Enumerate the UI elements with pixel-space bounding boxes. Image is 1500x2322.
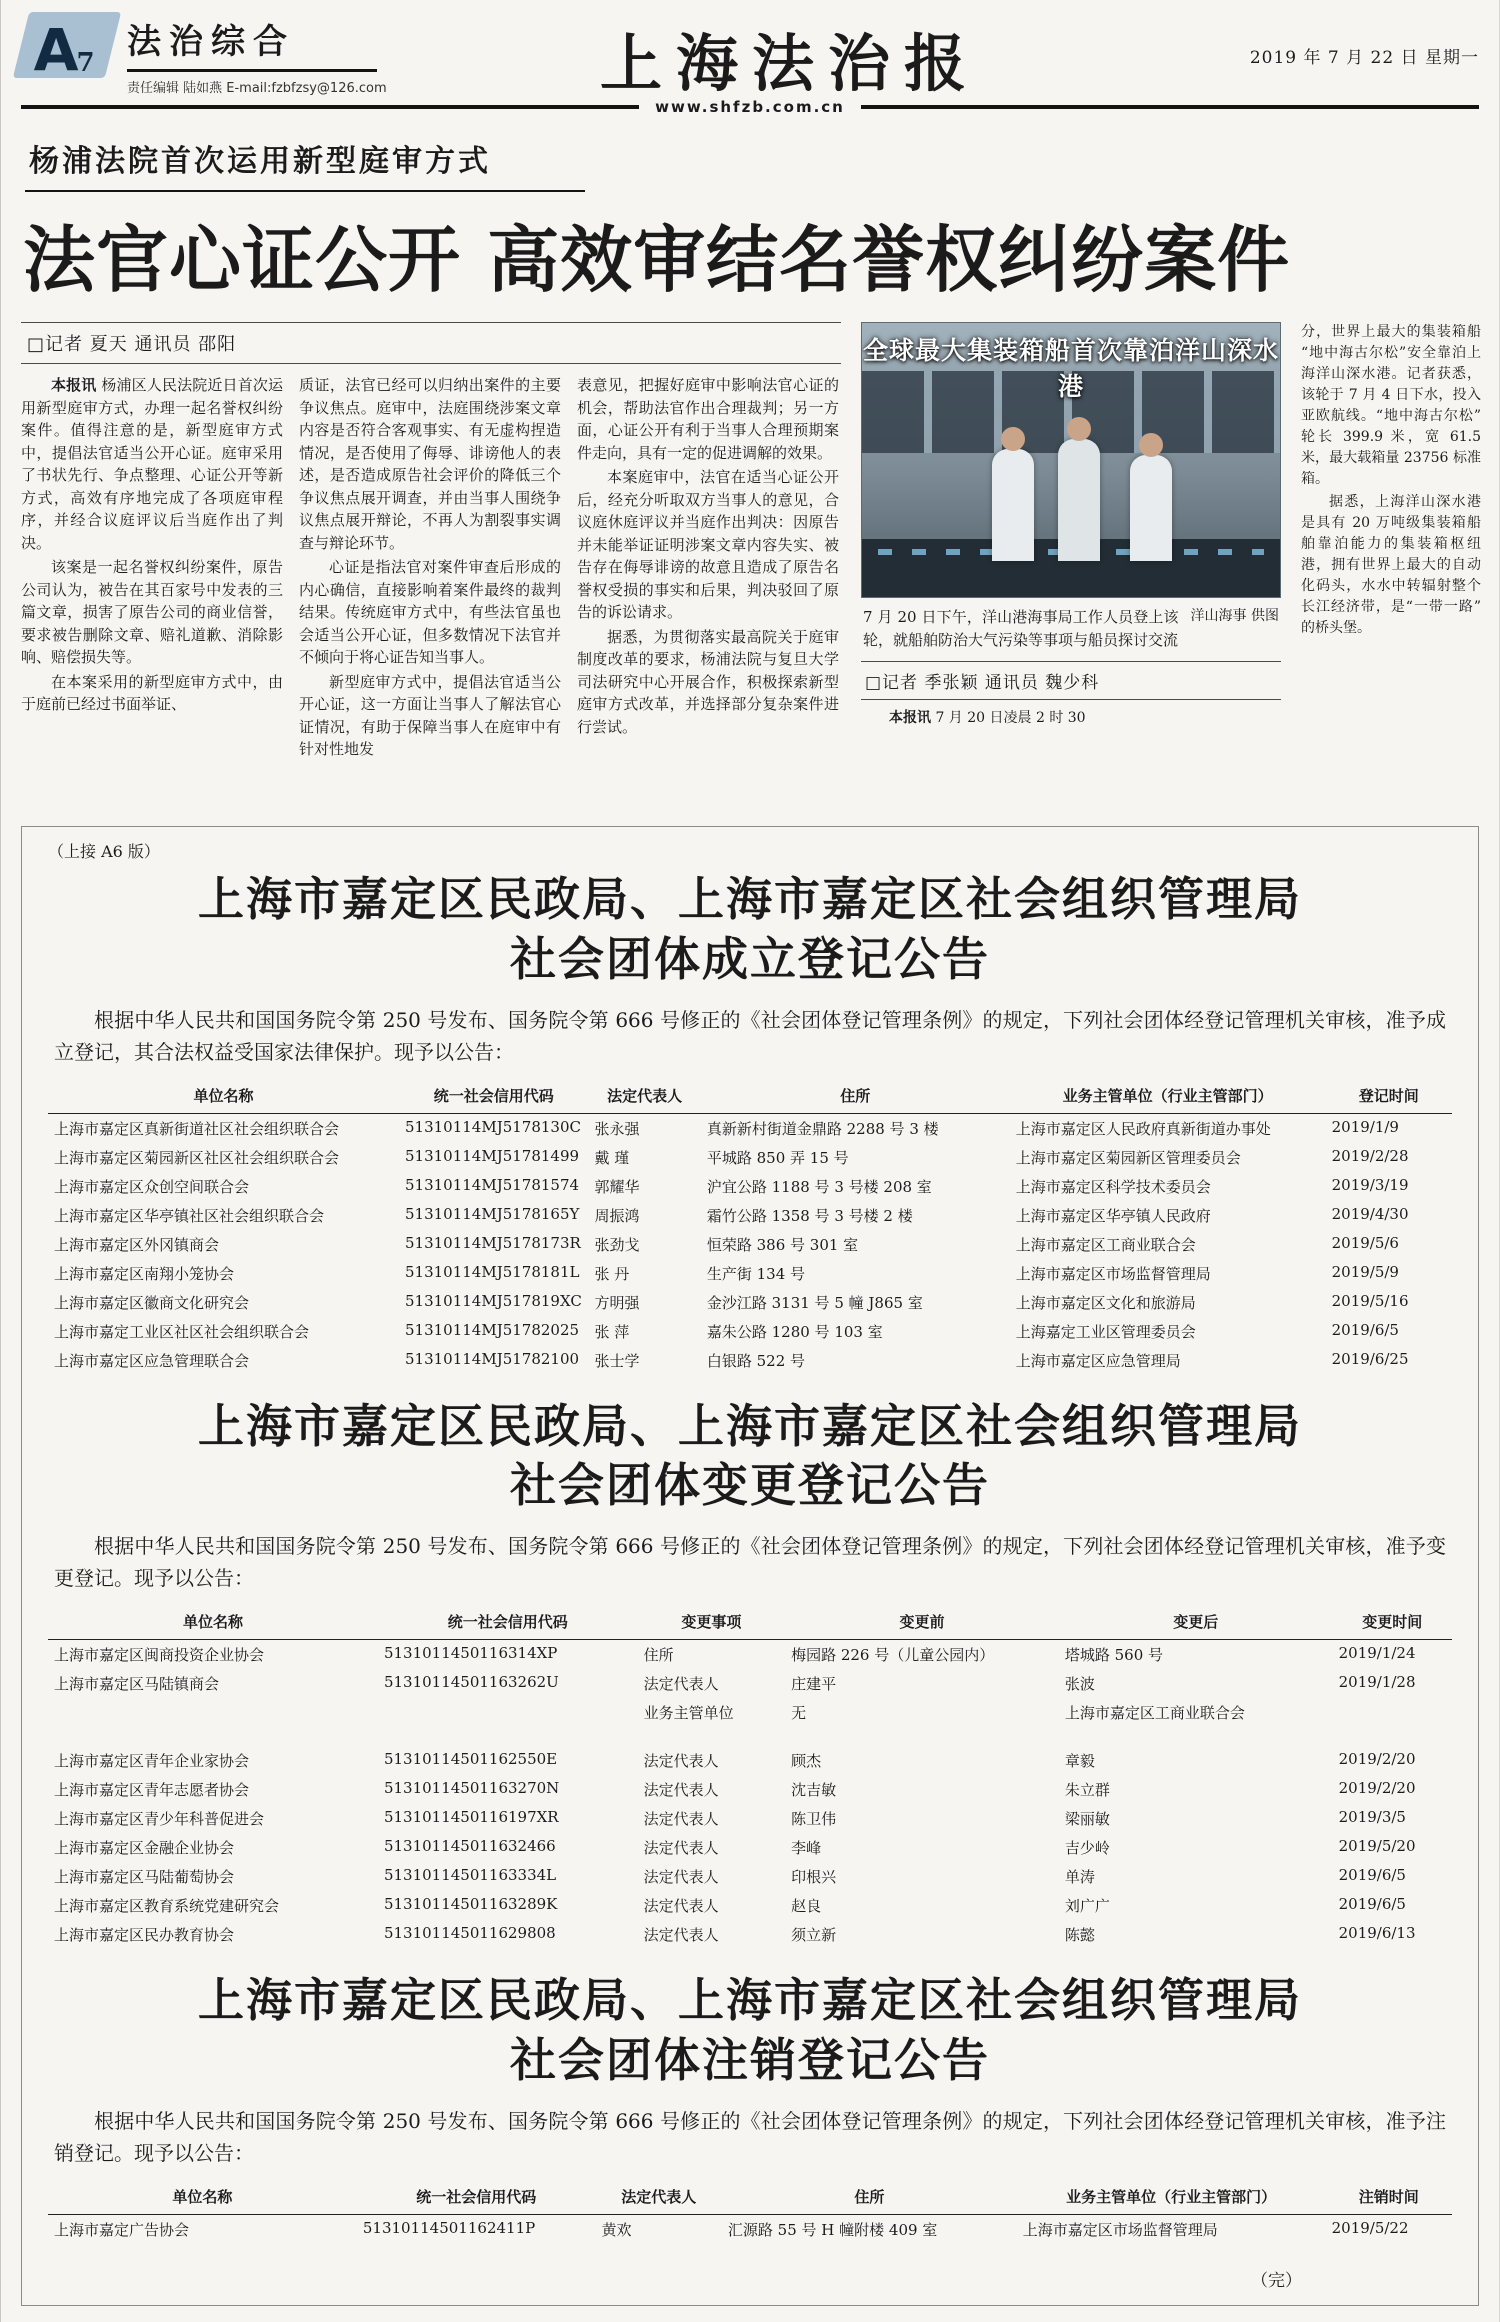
person-figure [1130, 455, 1172, 561]
table-row [48, 1920, 1452, 1949]
announcement-1-intro: 根据中华人民共和国国务院令第 250 号发布、国务院令第 666 号修正的《社会团体登记管理条例》的规定，下列社会团体经登记管理机关审核，准予成立登记，其合法权益受国家法律保护。现予以公告： [54, 1007, 1446, 1064]
table-cell: 单涛 [1064, 1868, 1095, 1887]
table-cell: 2019/2/20 [1338, 1750, 1416, 1769]
announcement-3-title [48, 1971, 1452, 2091]
table-cell: 沪宜公路 1188 号 3 号楼 208 室 [706, 1177, 932, 1196]
table-cell: 2019/5/20 [1338, 1837, 1416, 1856]
text-column-3 [577, 374, 839, 806]
table-cell: 上海市嘉定区工商业联合会 [1064, 1704, 1245, 1723]
header-row [48, 1606, 1452, 1640]
title-line-2: 社会团体注销登记公告 [510, 2032, 990, 2087]
news-photo [861, 322, 1281, 598]
table-cell: 上海市嘉定区应急管理局 [1015, 1351, 1181, 1370]
table-cell: 上海市嘉定区菊园新区社区社会组织联合会 [54, 1148, 340, 1167]
table-cell [638, 1727, 785, 1746]
table-cell: 51310114MJ51781574 [405, 1175, 580, 1194]
header-rule [21, 98, 1479, 116]
table-cell: 上海市嘉定区马陆葡萄协会 [54, 1868, 235, 1887]
table-cell: 平城路 850 弄 15 号 [706, 1148, 849, 1167]
date-line: 2019 年 7 月 22 日 星期一 [1249, 48, 1479, 68]
table-cell: 2019/6/25 [1331, 1349, 1409, 1368]
table-cell: 庄建平 [791, 1675, 837, 1694]
end-mark: （完） [1251, 2270, 1302, 2291]
page-marker-number: 7 [76, 48, 95, 78]
table-cell: 5131011450116314XP [383, 1644, 558, 1663]
table-cell: 上海市嘉定区市场监督管理局 [1015, 1264, 1211, 1283]
paragraph: 该案是一起名誉权纠纷案件，原告公司认为，被告在其百家号中发表的三篇文章，损害了原告公司的商业信誉，要求被告删除文章、赔礼道歉、消除影响、赔偿损失等。 [21, 558, 283, 666]
page-marker-letter: A [33, 15, 79, 84]
table-cell: 51310114MJ51782100 [405, 1349, 580, 1368]
table-row [48, 1288, 1452, 1317]
table-cell: 2019/5/6 [1331, 1233, 1399, 1252]
table-cell: 2019/4/30 [1331, 1204, 1409, 1223]
column-3-paragraphs [577, 466, 839, 738]
table-cell: 霜竹公路 1358 号 3 号楼 2 楼 [706, 1206, 913, 1225]
table-row [48, 2214, 1452, 2244]
column-header: 登记时间 [1358, 1086, 1419, 1105]
table-cell: 51310114501163270N [383, 1779, 560, 1798]
table-row [48, 1113, 1452, 1143]
table-cell: 塔城路 560 号 [1064, 1646, 1164, 1665]
table-cell: 上海市嘉定区民办教育协会 [54, 1926, 235, 1945]
table-cell: 须立新 [791, 1926, 837, 1945]
table-row [48, 1259, 1452, 1288]
column-header: 业务主管单位（行业主管部门） [1066, 2187, 1277, 2206]
continuation-paragraph: 表意见，把握好庭审中影响法官心证的机会，帮助法官作出合理裁判；另一方面，心证公开有利于当事人合理预期案件走向，具有一定的促进调解的效果。 [577, 376, 839, 462]
table-cell: 513101145011632466 [383, 1837, 556, 1856]
table-cell [1333, 1727, 1452, 1746]
column-header: 统一社会信用代码 [447, 1613, 568, 1632]
table-cell: 梅园路 226 号（儿童公园内） [791, 1646, 995, 1665]
table-cell: 章毅 [1064, 1752, 1095, 1771]
table-cell: 上海市嘉定区闽商投资企业协会 [54, 1646, 265, 1665]
table-cell: 赵良 [791, 1897, 822, 1916]
table-cell: 上海市嘉定区华亭镇人民政府 [1015, 1206, 1211, 1225]
table-cell: 戴 瑾 [594, 1148, 630, 1167]
table-cell: 上海市嘉定广告协会 [54, 2220, 190, 2239]
table-row [48, 1669, 1452, 1698]
table-cell: 2019/6/5 [1338, 1866, 1406, 1885]
table-cell: 上海市嘉定区科学技术委员会 [1015, 1177, 1211, 1196]
table-cell: 5131011450116197XR [383, 1808, 559, 1827]
paragraph: 据悉，为贯彻落实最高院关于庭审制度改革的要求，杨浦法院与复旦大学司法研究中心开展合作，积极探索新型庭审方式改革，并选择部分复杂案件进行尝试。 [577, 627, 839, 736]
establishment-registration-table [48, 1080, 1452, 1375]
announcement-1-title [48, 870, 1452, 990]
table-cell: 金沙江路 3131 号 5 幢 J865 室 [706, 1293, 923, 1312]
table-cell: 李峰 [791, 1839, 822, 1858]
table-cell: 恒荣路 386 号 301 室 [706, 1235, 859, 1254]
paragraph: 据悉，上海洋山深水港是具有 20 万吨级集装箱船舶靠泊能力的集装箱枢纽港，拥有世界上最大的自动化码头，水水中转辐射整个长江经济带，是“一带一路”的桥头堡。 [1301, 494, 1481, 636]
section-name: 法治综合 [127, 22, 295, 62]
continued-from-note: （上接 A6 版） [48, 842, 160, 861]
table-cell: 法定代表人 [643, 1810, 719, 1829]
announcements-box [21, 826, 1479, 2306]
table-cell: 陈懿 [1064, 1926, 1095, 1945]
table-cell: 法定代表人 [643, 1926, 719, 1945]
table-cell: 上海市嘉定区人民政府真新街道办事处 [1015, 1119, 1271, 1138]
article-body [21, 322, 1479, 806]
header-row [48, 1080, 1452, 1114]
table-cell: 法定代表人 [643, 1675, 719, 1694]
table-cell: 周振鸿 [594, 1206, 640, 1225]
title-line-2: 社会团体变更登记公告 [510, 1458, 990, 1513]
table-cell: 上海市嘉定区真新街道社区社会组织联合会 [54, 1119, 340, 1138]
title-line-1: 上海市嘉定区民政局、上海市嘉定区社会组织管理局 [198, 872, 1302, 926]
table-cell: 法定代表人 [643, 1897, 719, 1916]
lead-text: 7 月 20 日凌晨 2 时 30 [931, 710, 1086, 726]
table-cell: 上海嘉定工业区管理委员会 [1015, 1322, 1196, 1341]
person-figure [992, 449, 1034, 561]
column-header: 单位名称 [182, 1613, 243, 1632]
column-1-paragraphs [21, 556, 283, 716]
table-head [48, 2181, 1452, 2215]
table-row [48, 1775, 1452, 1804]
table-row [48, 1833, 1452, 1862]
section-rule [127, 69, 377, 72]
table-cell [785, 1727, 1059, 1746]
table-row [48, 1640, 1452, 1670]
announcement-2-title [48, 1397, 1452, 1517]
masthead-block [421, 26, 1159, 100]
table-cell: 梁丽敏 [1064, 1810, 1110, 1829]
table-cell: 2019/5/9 [1331, 1262, 1399, 1281]
table-cell [378, 1698, 638, 1727]
paragraph: 本案庭审中，法官在适当心证公开后，经充分听取双方当事人的意见，合议庭休庭评议并当庭作出判决：因原告并未能举证证明涉案文章内容失实、被告存在侮辱诽谤的故意且造成了原告名誉权受损的事实和后果，判决驳回了原告的诉讼请求。 [577, 468, 839, 621]
column-header: 单位名称 [172, 2187, 233, 2206]
table-cell: 法定代表人 [643, 1781, 719, 1800]
table-cell: 51310114501163289K [383, 1895, 558, 1914]
photo-article-column [1301, 322, 1481, 754]
table-cell: 2019/3/19 [1331, 1175, 1409, 1194]
rule-left [21, 105, 639, 109]
table-cell: 51310114MJ517819XC [405, 1291, 582, 1310]
title-line-2: 社会团体成立登记公告 [510, 931, 990, 986]
rule-right [861, 105, 1479, 109]
paragraph: 心证是指法官对案件审查后形成的内心确信，直接影响着案件最终的裁判结果。传统庭审方式中，有些法官虽也会适当公开心证，但多数情况下法官并不倾向于将心证告知当事人。 [299, 558, 561, 666]
continuation-paragraph: 分，世界上最大的集装箱船“地中海古尔松”安全靠泊上海洋山深水港。记者获悉，该轮于 7 月 4 日下水，投入亚欧航线。“地中海古尔松”轮长 399.9 米，宽 61.5 米，最大载箱量 23756 标准箱。 [1301, 324, 1481, 487]
section-block [127, 12, 387, 96]
person-figure [1058, 439, 1100, 561]
table-cell: 2019/1/28 [1338, 1673, 1416, 1692]
photo-article-byline: □记者 季张颖 通讯员 魏少科 [861, 661, 1281, 700]
table-cell: 上海市嘉定区应急管理联合会 [54, 1351, 250, 1370]
table-row [48, 1230, 1452, 1259]
page-header [21, 12, 1479, 100]
column-header: 变更后 [1173, 1613, 1219, 1632]
table-cell: 法定代表人 [643, 1839, 719, 1858]
table-cell: 上海市嘉定区徽商文化研究会 [54, 1293, 250, 1312]
website-url: www.shfzb.com.cn [655, 98, 845, 116]
table-cell: 上海市嘉定区青年企业家协会 [54, 1752, 250, 1771]
table-cell: 51310114501162411P [362, 2218, 536, 2237]
table-cell: 吉少岭 [1064, 1839, 1110, 1858]
table-cell: 张 萍 [594, 1322, 630, 1341]
table-cell: 上海市嘉定区众创空间联合会 [54, 1177, 250, 1196]
three-columns [21, 374, 841, 806]
table-cell: 2019/6/5 [1338, 1895, 1406, 1914]
photo-article [861, 322, 1281, 806]
text-column-2 [299, 374, 561, 806]
column-header: 法定代表人 [621, 2187, 697, 2206]
table-cell [1059, 1727, 1333, 1746]
table-cell [1333, 1698, 1452, 1727]
photo-caption [863, 606, 1279, 651]
table-body [48, 1113, 1452, 1375]
table-cell: 上海市嘉定区工商业联合会 [1015, 1235, 1196, 1254]
table-cell: 51310114MJ5178173R [405, 1233, 581, 1252]
table-cell: 张永强 [594, 1119, 640, 1138]
table-cell: 白银路 522 号 [706, 1351, 806, 1370]
column-header: 统一社会信用代码 [433, 1086, 554, 1105]
photo-article-lead [861, 708, 1281, 729]
column-header: 法定代表人 [607, 1086, 683, 1105]
lead-paragraph [21, 374, 283, 554]
table-cell: 2019/1/24 [1338, 1644, 1416, 1663]
table-cell: 2019/2/20 [1338, 1779, 1416, 1798]
title-line-1: 上海市嘉定区民政局、上海市嘉定区社会组织管理局 [198, 1398, 1302, 1453]
table-cell: 上海市嘉定区文化和旅游局 [1015, 1293, 1196, 1312]
table-row [48, 1143, 1452, 1172]
column-header: 单位名称 [193, 1086, 254, 1105]
table-cell: 51310114501163262U [383, 1673, 559, 1692]
table-cell: 上海市嘉定区菊园新区管理委员会 [1015, 1148, 1241, 1167]
editor-line: 责任编辑 陆如燕 E-mail:fzbfzsy@126.com [127, 81, 387, 96]
article-kicker: 杨浦法院首次运用新型庭审方式 [25, 136, 585, 192]
header-left [21, 12, 401, 96]
lead-label: 本报讯 [889, 710, 931, 726]
table-cell: 2019/5/16 [1331, 1291, 1409, 1310]
table-cell: 住所 [643, 1646, 674, 1665]
table-cell: 51310114501163334L [383, 1866, 557, 1885]
table-cell: 张士学 [594, 1351, 640, 1370]
lead-article [21, 136, 1479, 806]
column-header: 统一社会信用代码 [416, 2187, 537, 2206]
table-cell: 顾杰 [791, 1752, 822, 1771]
column-header: 变更时间 [1362, 1613, 1423, 1632]
table-cell: 黄欢 [601, 2220, 632, 2239]
table-cell: 业务主管单位 [643, 1704, 734, 1723]
table-cell: 张波 [1064, 1675, 1095, 1694]
photo-caption-text: 7 月 20 日下午，洋山港海事局工作人员登上该轮，就船舶防治大气污染等事项与船员探讨交流 [863, 608, 1179, 649]
table-cell: 上海市嘉定区青年志愿者协会 [54, 1781, 250, 1800]
table-cell: 上海市嘉定区青少年科普促进会 [54, 1810, 265, 1829]
title-line-1: 上海市嘉定区民政局、上海市嘉定区社会组织管理局 [198, 1973, 1302, 2028]
table-cell: 2019/1/9 [1331, 1117, 1399, 1136]
column-header: 变更前 [899, 1613, 945, 1632]
table-cell: 上海市嘉定区市场监督管理局 [1022, 2220, 1218, 2239]
table-cell [378, 1727, 638, 1746]
table-cell: 51310114MJ51782025 [405, 1320, 580, 1339]
table-cell: 朱立群 [1064, 1781, 1110, 1800]
text-column-1 [21, 374, 283, 806]
table-cell: 51310114MJ51781499 [405, 1146, 580, 1165]
column-header: 住所 [840, 1086, 871, 1105]
table-cell: 51310114MJ5178165Y [405, 1204, 580, 1223]
table-row [48, 1201, 1452, 1230]
table-cell: 2019/2/28 [1331, 1146, 1409, 1165]
table-cell: 51310114MJ5178130C [405, 1117, 582, 1136]
page-marker-badge [13, 12, 121, 84]
table-cell: 2019/6/13 [1338, 1924, 1416, 1943]
table-cell: 51310114MJ5178181L [405, 1262, 580, 1281]
table-row [48, 1317, 1452, 1346]
header-row [48, 2181, 1452, 2215]
column-2-paragraphs [299, 556, 561, 761]
table-cell: 汇源路 55 号 H 幢附楼 409 室 [727, 2220, 938, 2239]
table-cell [48, 1727, 378, 1746]
table-row [48, 1891, 1452, 1920]
article-byline: □记者 夏天 通讯员 邵阳 [21, 322, 841, 364]
photo-credit: 洋山海事 供图 [1190, 608, 1279, 624]
photo-article-paragraphs [1301, 492, 1481, 639]
table-cell: 51310114501162550E [383, 1750, 558, 1769]
table-head [48, 1080, 1452, 1114]
table-head [48, 1606, 1452, 1640]
table-row [48, 1746, 1452, 1775]
table-row [48, 1172, 1452, 1201]
article-columns-wrap [21, 322, 841, 806]
column-header: 变更事项 [681, 1613, 742, 1632]
table-row [48, 1804, 1452, 1833]
table-cell: 2019/5/22 [1331, 2218, 1409, 2237]
lead-label: 本报讯 [51, 376, 97, 394]
table-cell: 张劲戈 [594, 1235, 640, 1254]
lead-text: 杨浦区人民法院近日首次运用新型庭审方式，办理一起名誉权纠纷案件。值得注意的是，新型庭审方式中，提倡法官适当公开心证。庭审采用了书状先行、争点整理、心证公开等新方式，高效有序地完成了各项庭审程序，并经合议庭评议后当庭作出了判决。 [21, 376, 283, 552]
announcement-3-intro: 根据中华人民共和国国务院令第 250 号发布、国务院令第 666 号修正的《社会团体登记管理条例》的规定，下列社会团体经登记管理机关审核，准予注销登记。现予以公告： [54, 2108, 1446, 2165]
announcement-2-intro: 根据中华人民共和国国务院令第 250 号发布、国务院令第 666 号修正的《社会团体登记管理条例》的规定，下列社会团体经登记管理机关审核，准予变更登记。现予以公告： [54, 1534, 1446, 1591]
table-cell: 上海市嘉定区金融企业协会 [54, 1839, 235, 1858]
table-cell: 张 丹 [594, 1264, 630, 1283]
table-cell: 印根兴 [791, 1868, 837, 1887]
table-cell: 无 [791, 1704, 807, 1723]
table-cell: 上海市嘉定区马陆镇商会 [54, 1675, 220, 1694]
table-cell: 上海市嘉定区南翔小笼协会 [54, 1264, 235, 1283]
table-row [48, 1862, 1452, 1891]
table-body [48, 1640, 1452, 1950]
table-cell: 2019/6/5 [1331, 1320, 1399, 1339]
table-cell: 陈卫伟 [791, 1810, 837, 1829]
table-body [48, 2214, 1452, 2244]
masthead-title: 上海法治报 [599, 26, 980, 100]
table-cell: 方明强 [594, 1293, 640, 1312]
continuation-paragraph: 质证，法官已经可以归纳出案件的主要争议焦点。庭审中，法庭围绕涉案文章内容是否符合客观事实、有无虚构捏造情况，是否使用了侮辱、诽谤他人的表述，是否造成原告社会评价的降低三个争议焦点展开调查，并由当事人围绕争议焦点展开辩论，不再人为割裂事实调查与辩论环节。 [299, 376, 561, 552]
paragraph: 新型庭审方式中，提倡法官适当公开心证，这一方面让当事人了解法官心证情况，有助于保障当事人在庭审中有针对性地发 [299, 672, 561, 758]
table-cell: 法定代表人 [643, 1868, 719, 1887]
table-cell: 法定代表人 [643, 1752, 719, 1771]
paragraph: 在本案采用的新型庭审方式中，由于庭前已经过书面举证、 [21, 672, 283, 713]
photo-overlay-title: 全球最大集装箱船首次靠泊洋山深水港 [862, 336, 1279, 401]
table-cell: 生产街 134 号 [706, 1264, 806, 1283]
table-cell [48, 1698, 378, 1727]
table-row [48, 1727, 1452, 1746]
table-cell: 真新新村街道金鼎路 2288 号 3 楼 [706, 1119, 939, 1138]
table-cell: 2019/3/5 [1338, 1808, 1406, 1827]
table-cell: 嘉朱公路 1280 号 103 室 [706, 1322, 883, 1341]
table-cell: 郭耀华 [594, 1177, 640, 1196]
table-cell: 上海市嘉定区外冈镇商会 [54, 1235, 220, 1254]
table-cell: 上海市嘉定区教育系统党建研究会 [54, 1897, 280, 1916]
column-header: 注销时间 [1358, 2187, 1419, 2206]
column-header: 业务主管单位（行业主管部门） [1062, 1086, 1273, 1105]
table-cell: 刘广广 [1064, 1897, 1110, 1916]
table-cell: 513101145011629808 [383, 1924, 556, 1943]
table-cell: 上海市嘉定工业区社区社会组织联合会 [54, 1322, 310, 1341]
table-cell: 上海市嘉定区华亭镇社区社会组织联合会 [54, 1206, 325, 1225]
change-registration-table [48, 1606, 1452, 1949]
table-row [48, 1698, 1452, 1727]
column-header: 住所 [854, 2187, 885, 2206]
deregistration-table [48, 2181, 1452, 2244]
table-row [48, 1346, 1452, 1375]
article-headline: 法官心证公开 高效审结名誉权纠纷案件 [23, 217, 1291, 302]
table-cell: 沈吉敏 [791, 1781, 837, 1800]
